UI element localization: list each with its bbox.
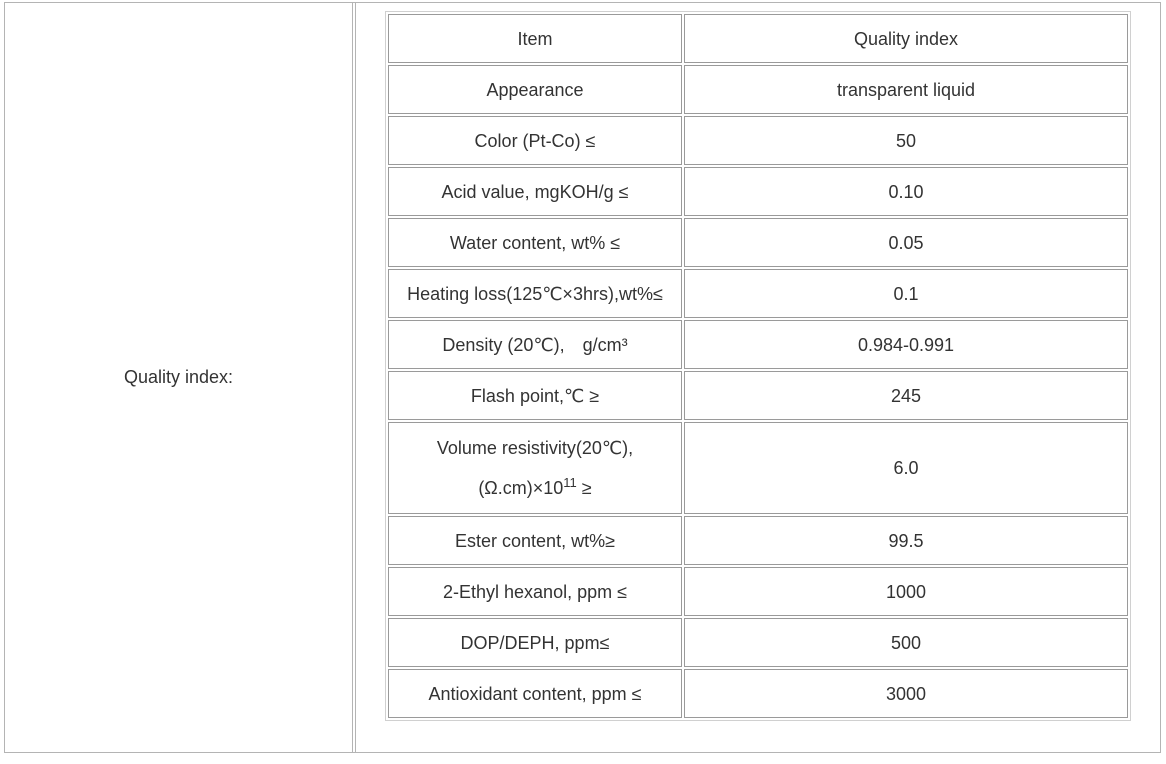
- table-row: [388, 669, 1128, 718]
- row-item: Density (20℃), g/cm³: [388, 320, 682, 369]
- row-value: transparent liquid: [684, 65, 1128, 114]
- table-row: [388, 567, 1128, 616]
- row-value: 245: [684, 371, 1128, 420]
- table-row: [388, 218, 1128, 267]
- table-row: [388, 65, 1128, 114]
- row-item: Water content, wt% ≤: [388, 218, 682, 267]
- row-item: Ester content, wt%≥: [388, 516, 682, 565]
- row-item-line2: [395, 468, 675, 508]
- row-value: 0.984-0.991: [684, 320, 1128, 369]
- row-value: 0.05: [684, 218, 1128, 267]
- table-header-row: [388, 14, 1128, 63]
- row-value: 50: [684, 116, 1128, 165]
- row-item-line2-pre: (Ω.cm)×10: [478, 478, 564, 498]
- table-row: [388, 516, 1128, 565]
- quality-index-label-cell: [5, 3, 353, 752]
- quality-index-label: Quality index:: [123, 367, 234, 387]
- quality-index-container: [4, 2, 1161, 753]
- row-value: 6.0: [684, 422, 1128, 514]
- spec-table-cell: [355, 3, 1160, 752]
- table-row: [388, 269, 1128, 318]
- row-item: Flash point,℃ ≥: [388, 371, 682, 420]
- table-row: [388, 167, 1128, 216]
- row-item: Appearance: [388, 65, 682, 114]
- row-value: 99.5: [684, 516, 1128, 565]
- row-item-line1: Volume resistivity(20℃),: [436, 438, 634, 458]
- row-value: 1000: [684, 567, 1128, 616]
- row-value: 3000: [684, 669, 1128, 718]
- row-item-exponent: 11: [563, 475, 577, 490]
- spec-table: [385, 11, 1131, 721]
- row-item: 2-Ethyl hexanol, ppm ≤: [388, 567, 682, 616]
- table-row: [388, 422, 1128, 514]
- header-item: Item: [388, 14, 682, 63]
- header-value: Quality index: [684, 14, 1128, 63]
- row-value: 500: [684, 618, 1128, 667]
- row-item: DOP/DEPH, ppm≤: [388, 618, 682, 667]
- row-item: Heating loss(125℃×3hrs),wt%≤: [388, 269, 682, 318]
- row-item: [388, 422, 682, 514]
- table-row: [388, 116, 1128, 165]
- row-item: Acid value, mgKOH/g ≤: [388, 167, 682, 216]
- row-value: 0.1: [684, 269, 1128, 318]
- table-row: [388, 618, 1128, 667]
- row-item: Antioxidant content, ppm ≤: [388, 669, 682, 718]
- table-row: [388, 371, 1128, 420]
- row-item-line2-post: ≥: [576, 478, 592, 498]
- row-item: Color (Pt-Co) ≤: [388, 116, 682, 165]
- row-value: 0.10: [684, 167, 1128, 216]
- table-row: [388, 320, 1128, 369]
